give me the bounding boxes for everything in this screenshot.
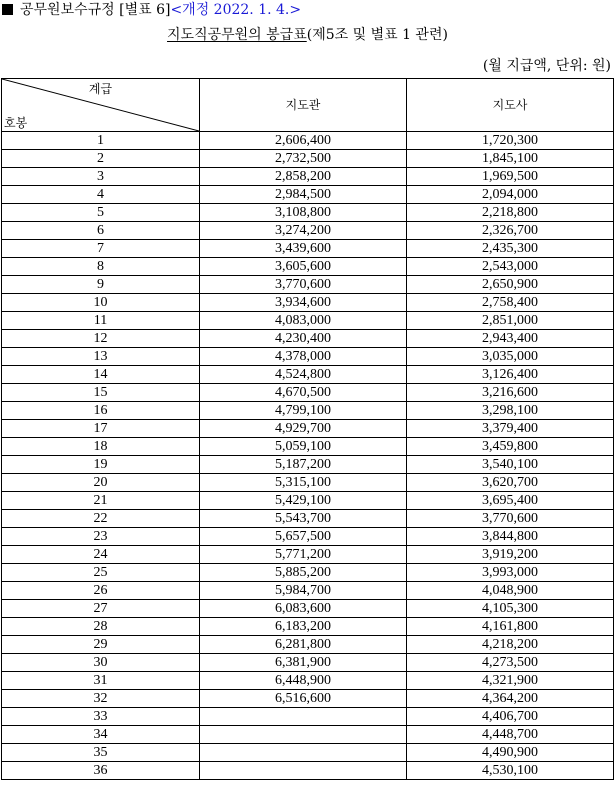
jidosa-salary-cell: 1,969,500 (407, 168, 614, 186)
title-main: 지도직공무원의 봉급표 (167, 27, 307, 43)
jidosa-salary-cell: 3,770,600 (407, 510, 614, 528)
salary-table (1, 78, 614, 780)
table-row (2, 474, 614, 492)
table-row (2, 132, 614, 150)
jidogwan-salary-cell: 6,281,800 (200, 636, 407, 654)
step-cell: 5 (2, 204, 200, 222)
step-cell: 12 (2, 330, 200, 348)
title-reference: (제5조 및 별표 1 관련) (306, 27, 448, 43)
jidogwan-salary-cell: 2,858,200 (200, 168, 407, 186)
step-cell: 9 (2, 276, 200, 294)
jidogwan-salary-cell: 5,059,100 (200, 438, 407, 456)
table-title (0, 26, 615, 44)
column-header-jidogwan: 지도관 (200, 79, 407, 132)
table-row (2, 402, 614, 420)
jidogwan-salary-cell: 6,083,600 (200, 600, 407, 618)
jidogwan-salary-cell: 5,657,500 (200, 528, 407, 546)
table-row (2, 654, 614, 672)
table-row (2, 276, 614, 294)
step-cell: 30 (2, 654, 200, 672)
step-cell: 19 (2, 456, 200, 474)
table-row (2, 618, 614, 636)
jidogwan-salary-cell: 6,381,900 (200, 654, 407, 672)
table-row (2, 312, 614, 330)
jidosa-salary-cell: 1,720,300 (407, 132, 614, 150)
regulation-reference: 공무원보수규정 [별표 6] (20, 2, 171, 18)
step-cell: 10 (2, 294, 200, 312)
jidosa-salary-cell: 2,943,400 (407, 330, 614, 348)
table-row (2, 240, 614, 258)
jidogwan-salary-cell: 3,108,800 (200, 204, 407, 222)
jidosa-salary-cell: 2,758,400 (407, 294, 614, 312)
table-body (2, 132, 614, 780)
step-cell: 1 (2, 132, 200, 150)
step-cell: 36 (2, 762, 200, 780)
jidosa-salary-cell: 4,530,100 (407, 762, 614, 780)
jidogwan-salary-cell: 6,183,200 (200, 618, 407, 636)
step-cell: 4 (2, 186, 200, 204)
corner-header-cell (2, 79, 200, 132)
step-label: 호봉 (4, 116, 28, 130)
table-row (2, 330, 614, 348)
jidosa-salary-cell: 4,490,900 (407, 744, 614, 762)
step-cell: 14 (2, 366, 200, 384)
jidosa-salary-cell: 1,845,100 (407, 150, 614, 168)
jidogwan-salary-cell: 3,605,600 (200, 258, 407, 276)
step-cell: 2 (2, 150, 200, 168)
step-cell: 26 (2, 582, 200, 600)
step-cell: 29 (2, 636, 200, 654)
step-cell: 21 (2, 492, 200, 510)
jidogwan-salary-cell: 5,187,200 (200, 456, 407, 474)
jidosa-salary-cell: 3,126,400 (407, 366, 614, 384)
table-row (2, 294, 614, 312)
step-cell: 15 (2, 384, 200, 402)
step-cell: 22 (2, 510, 200, 528)
step-cell: 20 (2, 474, 200, 492)
jidogwan-salary-cell: 6,516,600 (200, 690, 407, 708)
jidogwan-salary-cell: 4,378,000 (200, 348, 407, 366)
step-cell: 35 (2, 744, 200, 762)
jidosa-salary-cell: 3,919,200 (407, 546, 614, 564)
jidogwan-salary-cell: 4,230,400 (200, 330, 407, 348)
step-cell: 18 (2, 438, 200, 456)
jidosa-salary-cell: 3,993,000 (407, 564, 614, 582)
table-row (2, 150, 614, 168)
step-cell: 16 (2, 402, 200, 420)
jidosa-salary-cell: 2,218,800 (407, 204, 614, 222)
table-row (2, 582, 614, 600)
document-header (0, 0, 301, 20)
jidogwan-salary-cell: 2,984,500 (200, 186, 407, 204)
jidogwan-salary-cell (200, 726, 407, 744)
jidosa-salary-cell: 3,695,400 (407, 492, 614, 510)
jidogwan-salary-cell: 3,439,600 (200, 240, 407, 258)
step-cell: 27 (2, 600, 200, 618)
jidosa-salary-cell: 4,218,200 (407, 636, 614, 654)
step-cell: 13 (2, 348, 200, 366)
jidosa-salary-cell: 4,364,200 (407, 690, 614, 708)
step-cell: 7 (2, 240, 200, 258)
column-header-jidosa: 지도사 (407, 79, 614, 132)
table-row (2, 366, 614, 384)
jidosa-salary-cell: 3,540,100 (407, 456, 614, 474)
jidogwan-salary-cell: 5,771,200 (200, 546, 407, 564)
table-row (2, 348, 614, 366)
step-cell: 11 (2, 312, 200, 330)
jidogwan-salary-cell: 4,799,100 (200, 402, 407, 420)
jidosa-salary-cell: 2,326,700 (407, 222, 614, 240)
step-cell: 24 (2, 546, 200, 564)
table-row (2, 708, 614, 726)
step-cell: 17 (2, 420, 200, 438)
jidosa-salary-cell: 3,459,800 (407, 438, 614, 456)
jidosa-salary-cell: 3,298,100 (407, 402, 614, 420)
jidosa-salary-cell: 4,273,500 (407, 654, 614, 672)
jidosa-salary-cell: 4,448,700 (407, 726, 614, 744)
table-row (2, 204, 614, 222)
jidogwan-salary-cell (200, 744, 407, 762)
jidogwan-salary-cell: 4,083,000 (200, 312, 407, 330)
jidogwan-salary-cell: 2,732,500 (200, 150, 407, 168)
step-cell: 3 (2, 168, 200, 186)
rank-label: 계급 (88, 82, 113, 96)
jidogwan-salary-cell: 5,984,700 (200, 582, 407, 600)
step-cell: 8 (2, 258, 200, 276)
table-row (2, 384, 614, 402)
jidosa-salary-cell: 3,844,800 (407, 528, 614, 546)
jidosa-salary-cell: 2,435,300 (407, 240, 614, 258)
unit-note: (월 지급액, 단위: 원) (482, 58, 611, 74)
jidosa-salary-cell: 3,379,400 (407, 420, 614, 438)
step-cell: 25 (2, 564, 200, 582)
step-cell: 31 (2, 672, 200, 690)
table-row (2, 564, 614, 582)
table-row (2, 258, 614, 276)
table-header-row (2, 79, 614, 132)
jidosa-salary-cell: 4,406,700 (407, 708, 614, 726)
jidosa-salary-cell: 2,543,000 (407, 258, 614, 276)
jidosa-salary-cell: 2,851,000 (407, 312, 614, 330)
jidogwan-salary-cell (200, 708, 407, 726)
table-row (2, 762, 614, 780)
step-cell: 23 (2, 528, 200, 546)
jidogwan-salary-cell: 3,770,600 (200, 276, 407, 294)
table-row (2, 222, 614, 240)
table-row (2, 186, 614, 204)
table-row (2, 690, 614, 708)
jidosa-salary-cell: 2,650,900 (407, 276, 614, 294)
jidogwan-salary-cell: 5,315,100 (200, 474, 407, 492)
jidosa-salary-cell: 3,035,000 (407, 348, 614, 366)
table-row (2, 438, 614, 456)
jidogwan-salary-cell (200, 762, 407, 780)
jidosa-salary-cell: 4,161,800 (407, 618, 614, 636)
step-cell: 34 (2, 726, 200, 744)
jidogwan-salary-cell: 4,929,700 (200, 420, 407, 438)
table-row (2, 672, 614, 690)
table-row (2, 744, 614, 762)
jidogwan-salary-cell: 3,274,200 (200, 222, 407, 240)
jidosa-salary-cell: 4,048,900 (407, 582, 614, 600)
table-row (2, 492, 614, 510)
table-row (2, 528, 614, 546)
table-row (2, 636, 614, 654)
table-row (2, 456, 614, 474)
step-cell: 28 (2, 618, 200, 636)
jidosa-salary-cell: 3,216,600 (407, 384, 614, 402)
table-row (2, 726, 614, 744)
step-cell: 6 (2, 222, 200, 240)
table-row (2, 420, 614, 438)
jidogwan-salary-cell: 4,670,500 (200, 384, 407, 402)
step-cell: 32 (2, 690, 200, 708)
jidogwan-salary-cell: 6,448,900 (200, 672, 407, 690)
jidogwan-salary-cell: 5,429,100 (200, 492, 407, 510)
table-row (2, 546, 614, 564)
jidogwan-salary-cell: 5,543,700 (200, 510, 407, 528)
table-row (2, 510, 614, 528)
table-row (2, 168, 614, 186)
jidosa-salary-cell: 4,321,900 (407, 672, 614, 690)
jidogwan-salary-cell: 2,606,400 (200, 132, 407, 150)
black-square-bullet-icon (2, 4, 13, 15)
jidogwan-salary-cell: 4,524,800 (200, 366, 407, 384)
step-cell: 33 (2, 708, 200, 726)
jidosa-salary-cell: 3,620,700 (407, 474, 614, 492)
jidosa-salary-cell: 4,105,300 (407, 600, 614, 618)
table-row (2, 600, 614, 618)
revision-note: <개정 2022. 1. 4.> (170, 2, 302, 18)
jidogwan-salary-cell: 5,885,200 (200, 564, 407, 582)
jidosa-salary-cell: 2,094,000 (407, 186, 614, 204)
jidogwan-salary-cell: 3,934,600 (200, 294, 407, 312)
